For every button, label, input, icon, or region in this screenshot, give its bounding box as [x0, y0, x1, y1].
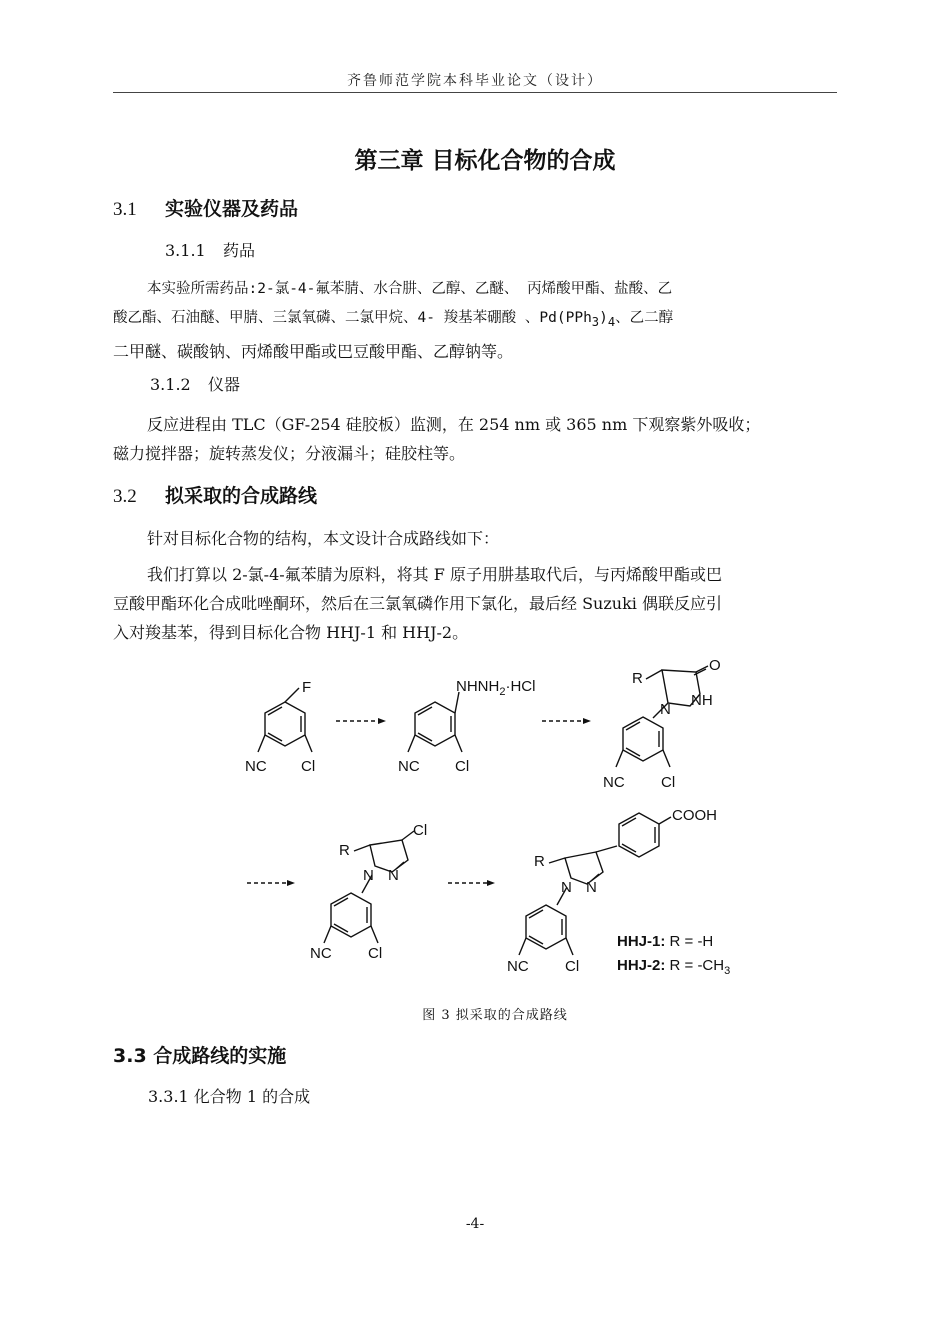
section-3-3-1-heading: 3.3.1 化合物 1 的合成 [148, 1087, 311, 1106]
label-nc-a: NC [245, 758, 267, 775]
page-number: -4- [465, 1216, 485, 1232]
subsection-title: 仪器 [208, 375, 241, 394]
arrow-3-head [287, 880, 295, 886]
section-3-1-1-heading [165, 238, 255, 261]
scheme-bonds [247, 666, 708, 955]
label-hydrazine: $NHNH_2\cdot HCl$ [456, 678, 536, 698]
label-nc-d: NC [310, 945, 332, 962]
label-cl-d-top: Cl [413, 822, 428, 839]
label-nc-c: NC [603, 774, 625, 791]
label-cl-b: Cl [455, 758, 470, 775]
section-title: 拟采取的合成路线 [165, 485, 318, 507]
instr-line-1: 反应进程由 TLC（GF-254 硅胶板）监测，在 254 nm 或 365 nm 下观察紫外吸收； [147, 415, 761, 434]
scheme-labels [245, 657, 730, 977]
header-rule [113, 92, 837, 93]
section-3-2-heading [113, 481, 317, 508]
label-n-c: N [660, 701, 671, 718]
drugs-line-2 [113, 304, 837, 337]
section-3-3-heading: 3.3 合成路线的实施 [113, 1045, 287, 1067]
label-nc-b: NC [398, 758, 420, 775]
route-line-3: 入对羧基苯，得到目标化合物 HHJ-1 和 HHJ-2。 [113, 623, 469, 642]
label-cl-a: Cl [301, 758, 316, 775]
drugs-line-2-end: 、乙二醇 [615, 310, 674, 326]
subscript-3: 3 [591, 314, 600, 329]
synthesis-scheme [0, 650, 950, 990]
arrow-1-head [378, 718, 386, 724]
section-3-1-heading [113, 194, 298, 221]
label-r-c: R [632, 670, 643, 687]
label-o: O [709, 657, 721, 674]
compound-b-ring [408, 692, 462, 752]
section-title: 实验仪器及药品 [165, 198, 299, 220]
label-nc-e: NC [507, 958, 529, 975]
label-r-e: R [534, 853, 545, 870]
drugs-line-3: 二甲醚、碳酸钠、丙烯酸甲酯或巴豆酸甲酯、乙醇钠等。 [113, 341, 514, 361]
drugs-paragraph [113, 275, 837, 366]
instr-line-2: 磁力搅拌器；旋转蒸发仪；分液漏斗；硅胶柱等。 [113, 444, 466, 463]
route-paragraph [113, 560, 837, 647]
drugs-line-1 [113, 275, 837, 304]
label-n1-e: N [561, 879, 572, 896]
instruments-paragraph [113, 410, 837, 468]
route-intro-text: 针对目标化合物的结构，本文设计合成路线如下： [147, 529, 500, 548]
label-n2-e: N [586, 879, 597, 896]
drugs-line-2-text: 酸乙酯、石油醚、甲腈、三氯氧磷、二氯甲烷、4- 羧基苯硼酸 、Pd(PPh [113, 310, 592, 326]
arrow-2-head [583, 718, 591, 724]
label-cl-e: Cl [565, 958, 580, 975]
label-n2-d: N [388, 867, 399, 884]
chapter-title: 第三章 目标化合物的合成 [354, 148, 616, 174]
hhj-1-legend: HHJ-1: R = -H [617, 933, 714, 950]
hhj-2-legend: HHJ-2: $R = -CH_3$ [617, 957, 731, 977]
section-number: 3.1 [113, 199, 137, 220]
subsection-number: 3.1.2 [150, 375, 191, 394]
label-n1-d: N [363, 867, 374, 884]
subsection-title: 药品 [223, 241, 256, 260]
label-nh: NH [691, 692, 713, 709]
page-header: 齐鲁师范学院本科毕业论文（设计） [347, 73, 603, 89]
label-cooh: COOH [672, 807, 717, 824]
route-line-1: 我们打算以 2-氯-4-氟苯腈为原料，将其 F 原子用肼基取代后，与丙烯酸甲酯或巴 [147, 565, 722, 584]
route-intro [113, 524, 837, 553]
subsection-number: 3.1.1 [165, 241, 206, 260]
arrow-4-head [487, 880, 495, 886]
section-3-1-2-heading [150, 372, 240, 395]
route-line-2: 豆酸甲酯环化合成吡唑酮环，然后在三氯氧磷作用下氯化，最后经 Suzuki 偶联反应引 [113, 594, 722, 613]
label-cl-c: Cl [661, 774, 676, 791]
compound-a-ring [258, 688, 312, 752]
label-r-d: R [339, 842, 350, 859]
subscript-4: 4 [607, 314, 616, 329]
section-number: 3.2 [113, 486, 137, 507]
drugs-line-1-text: 本实验所需药品:2-氯-4-氟苯腈、水合肼、乙醇、乙醚、 丙烯酸甲酯、盐酸、乙 [147, 281, 673, 297]
label-cl-d: Cl [368, 945, 383, 962]
paren-close: ) [599, 310, 608, 326]
figure-caption: 图 3 拟采取的合成路线 [422, 1008, 568, 1023]
compound-d [324, 831, 414, 943]
label-f: F [302, 679, 312, 696]
